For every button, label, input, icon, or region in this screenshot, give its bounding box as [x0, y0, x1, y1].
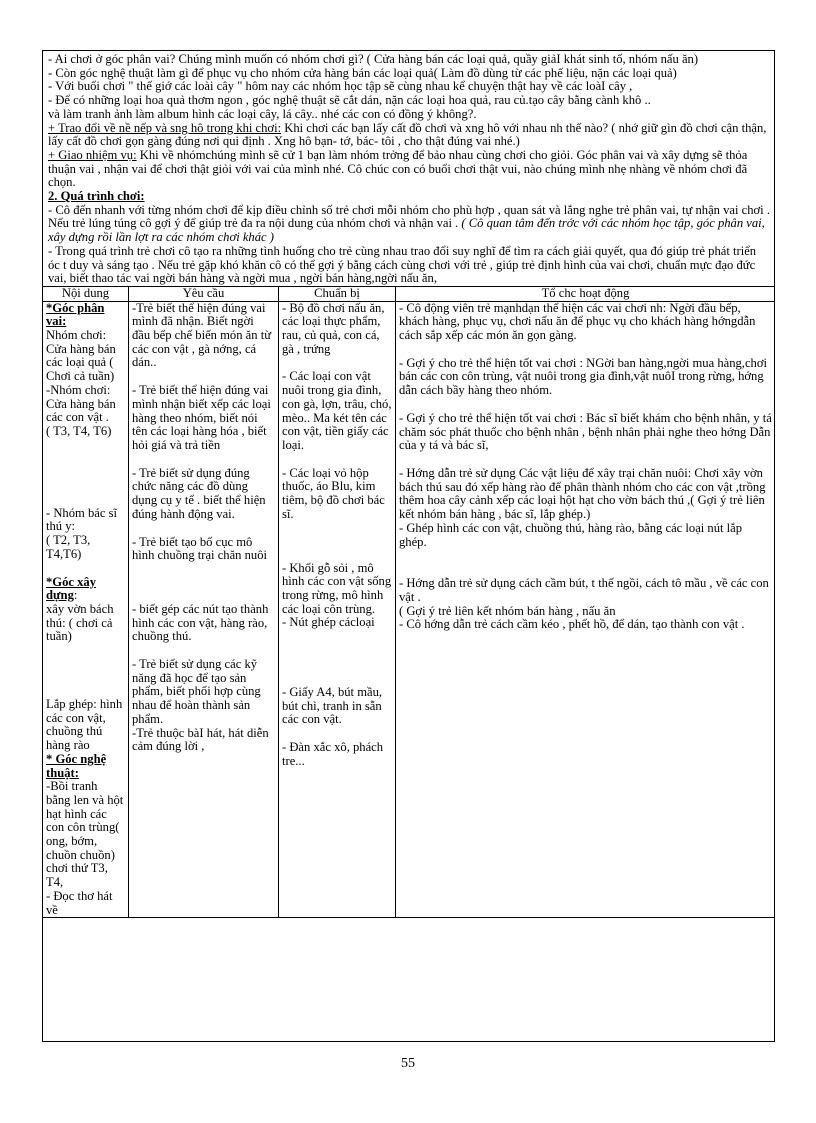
cell-text: -Trẻ thuộc bàI hát, hát diễn cảm đúng lời , [132, 725, 269, 754]
cell-text: - Trẻ biết sử dụng đúng chức năng các đồ dùng dụng cụ y tế . biết thể hiện đúng hành động vai. [132, 465, 266, 521]
intro-paragraph: - Ai chơi ở góc phân vai? Chúng mình muốn có nhóm chơi gì? ( Cửa hàng bán các loại quả, quầy giảI khát sinh tố, nhóm nấu ăn) [48, 52, 699, 66]
column-header: Yêu cầu [129, 286, 279, 301]
cell-text: - Trẻ biết thể hiện đúng vai mình nhận biết xếp các loại hàng theo nhóm, biết nói tên các loại hàng hóa , biết hỏi giá và trả tiền [132, 383, 271, 452]
cell-text: chơi thứ T3, T4, [46, 861, 108, 890]
cell-text: - biết gép các nút tạo thành hình các con vật, hàng rào, chuồng thú. [132, 601, 269, 644]
content-cell [43, 301, 129, 918]
section-heading: 2. Quá trình chơi: [48, 189, 145, 204]
cell-text: xây vờn bách thú: ( chơi cả tuần) [46, 601, 114, 644]
preparation-cell [279, 301, 396, 918]
task-text: Khi về nhómchúng mình sẽ cử 1 bạn làm nhóm trởng để bảo nhau cùng chơi cho giỏi. Góc phân vai và xây dựng sẽ thỏa thuận vai , nhận vai để chơi thật giỏi với vai của mình nhé. Cô chúc con có buổi chơi thật vui, nào chúng mình nhẹ nhàng về nhóm chơi đã chọn. [48, 147, 748, 190]
cell-text: - Giấy A4, bút mầu, bút chì, tranh in sẵn các con vật. [282, 685, 383, 727]
corner-heading: * Góc nghệ thuật: [46, 751, 107, 780]
requirement-cell [129, 301, 279, 918]
cell-text: - Đọc thơ hát về [46, 888, 113, 917]
activity-table [42, 286, 775, 918]
cell-text: - Các loại vỏ hộp thuốc, áo Blu, kim tiêm, bộ đồ chơi bác sĩ. [282, 465, 385, 521]
cell-text: -Nhóm chơi: Cửa hàng bán các con vật . [46, 382, 116, 425]
cell-text: - Các loại con vật nuôi trong gia đình, con gà, lợn, trâu, chó, mèo.. Ma két tên các con vật, tiền giấy các loại. [282, 369, 392, 452]
cell-text: ( T3, T4, T6) [46, 423, 112, 438]
cell-text: -Trẻ biết thể hiện đúng vai mình đã nhận. Biết ngời đầu bếp chế biến món ăn từ các con vật , gà nớng, cá dán.. [132, 300, 272, 370]
page-number: 55 [401, 1056, 415, 1071]
cell-text: ( T2, T3, T4,T6) [46, 533, 91, 561]
column-header: Tổ chc hoạt động [396, 286, 776, 301]
cell-text: - Hớng dẫn trẻ sử dụng Các vật liệu để xây trại chăn nuôi: Chơi xây vờn bách thú sau đó xếp hàng rào để phân thành nhóm cho các con vật ,trồng thêm hoa cây cảnh xếp các loại hột hạt cho vờn bách thú ,( Gợi ý trẻ liên kết nhóm bán hàng , bác sĩ, lắp ghép.) [399, 465, 766, 522]
intro-paragraph: - Còn góc nghệ thuật làm gì để phục vụ cho nhóm cửa hàng bán các loại quả( Làm đồ dùng từ các phế liệu, nặn các loại quả) [48, 65, 677, 80]
cell-text: - Cô hớng dẫn trẻ cách cầm kéo , phết hồ, để dán, tạo thành con vật . [399, 617, 745, 632]
cell-text: - Cô động viên trẻ mạnhdạn thể hiện các vai chơi nh: Ngời đầu bếp, khách hàng, phục vụ, chơi nấu ăn để phục vụ cho khách hàng hớngdẫn cách sắp xếp các món ăn gọn gàng. [399, 300, 756, 343]
cell-text: - Hớng dẫn trẻ sử dụng cách cầm bút, t thế ngồi, cách tô mầu , về các con vật . [399, 576, 769, 604]
column-header: Nội dung [43, 286, 129, 301]
heading-colon: : [73, 588, 78, 603]
cell-text: - Khối gỗ sỏi , mô hình các con vật sống trong rừng, mô hình các loại côn trùng. [282, 560, 392, 616]
corner-heading-line [46, 576, 125, 603]
intro-section [43, 51, 774, 286]
intro-paragraph: - Với buổi chơi " thế giớ các loài cây " hôm nay các nhóm học tập sẽ cùng nhau kể chuyện thật hay về các loàI cây , [48, 79, 633, 94]
cell-text: ( Gợi ý trẻ liên kết nhóm bán hàng , nấu ăn [399, 603, 616, 618]
rules-text: Khi chơi các bạn lấy cất đồ chơi và xng hô với nhau nh thế nào? ( nhớ giữ gìn đồ chơi cận thận, lấy cất đồ chơi gọn gàng đúng nơi qui định . Xng hô bạn- tớ, bác- tôi , cho thật đúng vai nhé.) [48, 120, 767, 149]
corner-heading: *Góc phân vai: [46, 300, 105, 329]
cell-text: - Nút ghép cácloại [282, 615, 375, 630]
cell-text: - Trẻ biết tạo bố cục mô hình chuồng trại chăn nuôi [132, 534, 268, 563]
cell-text: -Bồi tranh bằng len và hột hạt hình các con côn trùng( ong, bớm, chuồn chuồn) [46, 779, 124, 862]
cell-text: - Ghép hình các con vật, chuồng thú, hàng rào, bằng các loại nút lắp ghép. [399, 520, 743, 549]
cell-text: - Gợi ý cho trẻ thể hiện tốt vai chơi : Bác sĩ biết khám cho bệnh nhân, y tá chăm sóc phát thuốc cho bệnh nhân , bệnh nhân phải nghe theo hớng Dẫn của y tá và bác sĩ, [399, 410, 772, 453]
table-row [43, 301, 776, 918]
cell-text: - Trẻ biết sử dụng các kỹ năng đã học để tạo sản phẩm, biết phối hợp cùng nhau để hoàn thành sản phẩm. [132, 657, 261, 726]
document-page [42, 50, 775, 1042]
task-label: + Giao nhiệm vụ: [48, 147, 137, 162]
intro-paragraph [48, 122, 770, 149]
intro-paragraph [48, 149, 770, 190]
cell-text: - Bộ đồ chơi nấu ăn, các loại thực phẩm, rau, củ quả, con cá, gà , trứng [282, 300, 385, 356]
process-text: - Cô đến nhanh với từng nhóm chơi để kịp điều chỉnh số trẻ chơi mỗi nhóm cho phù hợp , quan sát và lắng nghe trẻ phân vai, tự nhận vai chơi . Nếu trẻ lúng túng cô gợi ý để giúp trẻ đa ra nội dung của nhóm chơi và nhận vai . [48, 202, 770, 231]
column-header: Chuẩn bị [279, 286, 396, 301]
intro-paragraph: - Để có những loại hoa quả thơm ngon , góc nghệ thuật sẽ cắt dán, nặn các loại hoa quả, rau củ.tạo cây bằng cành khô .. [48, 93, 651, 108]
intro-paragraph: - Trong quá trình trẻ chơi cô tạo ra những tình huống cho trẻ cùng nhau trao đổi suy nghĩ để tìm ra cách giải quyết, qua đó giúp trẻ phát triển óc t duy và sáng tạo . Nếu trẻ gặp khó khăn cô có thể gợi ý bằng cách cùng chơi với trẻ , giúp trẻ định hình của vai chơi, chuẩn mực đạo đức vai, biết thao tác vai ngời bán hàng và ngời mua , ngời bán hàng,ngời nấu ăn, [48, 243, 757, 286]
rules-label: + Trao đổi về nề nếp và sng hô trong khi chơi: [48, 120, 282, 135]
cell-text: - Nhóm bác sĩ thú y: [46, 505, 117, 534]
cell-text: Nhóm chơi: Cửa hàng bán các loại quả ( Chơi cả tuần) [46, 328, 116, 384]
corner-heading: *Góc xây dựng [46, 574, 97, 603]
cell-text: - Gợi ý cho trẻ thể hiện tốt vai chơi : NGời ban hàng,ngời mua hàng,chơi bán các con côn trùng, vật nuôi trong gia đình,vật nuôI trong rừng, hớng dẫn cách bầy hàng theo nhóm. [399, 355, 767, 398]
process-note: ( Cô quan tâm đến trớc với các nhóm học tập, góc phân vai, xây dựng rồi lần lợt ra các nhóm chơi khác ) [48, 216, 765, 245]
intro-paragraph: và làm tranh ảnh làm album hình các loại cây, lá cây.. nhé các con có đồng ý không?. [48, 106, 477, 121]
intro-paragraph [48, 204, 770, 245]
organization-cell [396, 301, 776, 918]
cell-text: - Đàn xắc xô, phách tre... [282, 740, 384, 768]
cell-text: Lắp ghép: hình các con vật, chuồng thú hàng rào [46, 697, 123, 753]
table-header-row [43, 286, 776, 301]
